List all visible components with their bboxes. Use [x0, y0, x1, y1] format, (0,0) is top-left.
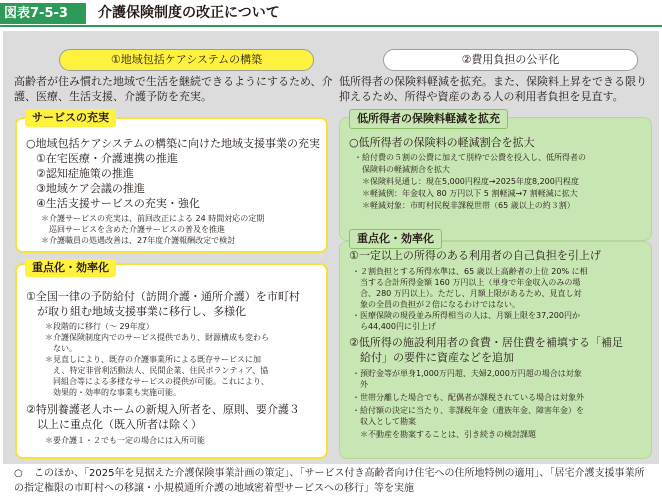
- focus-right-line: 外: [352, 380, 368, 389]
- content-panel: [3, 31, 659, 464]
- service-enhancement-box: [15, 117, 328, 253]
- focus-left-note: 同組合等による多様なサービスの提供が可能。これにより、: [45, 377, 269, 386]
- focus-left-note: え、特定非営利活動法人、民間企業、住民ボランティア、協: [45, 366, 269, 375]
- footer-text: このほか、「2025年を見据えた介護保険事業計画の策定」、「サービス付き高齢者向け住宅への住所地特例の適用」、「居宅介護支援事業所の指定権限の市町村への移譲・小規模通所介護の地域密着型サービスへの移行」等を実施: [14, 468, 645, 494]
- focus-right-line: ・医療保険の現役並み所得相当の人は、月額上限を37,200円か: [352, 311, 580, 320]
- focus-left-note: 効果的・効率的な事業も実施可能。: [45, 388, 181, 397]
- service-item-4: ④生活支援サービスの充実・強化: [36, 197, 200, 210]
- focus-right-line: 合、280 万円以上）。ただし、月額上限があるため、見直し対: [352, 289, 582, 298]
- focus-right-line: ・給付額の決定に当たり、非課税年金（遺族年金、障害年金）を: [352, 406, 584, 415]
- focus-efficiency-box-right: [339, 241, 652, 459]
- reduce-line: ＊軽減対象：市町村民税非課税世帯（65 歳以上の約３割）: [354, 201, 575, 210]
- figure-header: [0, 0, 662, 27]
- footer-bullet: ○: [14, 468, 23, 479]
- service-item-1: ①在宅医療・介護連携の推進: [36, 152, 178, 165]
- reduce-line: ＊保険料見通し：現在5,000円程度→2025年度8,200円程度: [354, 177, 579, 186]
- section-pill-community-care: ①地域包括ケアシステムの構築: [59, 49, 314, 71]
- focus-left-note: ＊見直しにより、既存の介護事業所による既存サービスに加: [45, 355, 261, 364]
- focus-efficiency-tag-left: 重点化・効率化: [25, 259, 116, 277]
- focus-left-item2-line2: 以上に重点化（既入所者は除く）: [26, 418, 202, 431]
- focus-right-line: ＊不動産を勘案することは、引き続きの検討課題: [352, 430, 536, 439]
- reduce-heading: ○低所得者の保険料の軽減割合を拡大: [349, 136, 535, 149]
- service-note: ＊介護サービスの充実は、前回改正による 24 時間対応の定期: [41, 214, 265, 223]
- footer-note: [14, 466, 654, 496]
- service-item-2: ②認知症施策の推進: [36, 167, 134, 180]
- focus-left-note: ＊要介護１・２でも一定の場合には入所可能: [45, 436, 205, 445]
- focus-left-item1-line1: ①全国一律の予防給付（訪問介護・通所介護）を市町村: [26, 290, 300, 303]
- focus-left-note: ない。: [45, 344, 77, 353]
- premium-reduction-tag: 低所得者の保険料軽減を拡充: [349, 109, 508, 129]
- focus-right-line: ・２割負担とする所得水準は、65 歳以上高齢者の上位 20% に相: [352, 267, 588, 276]
- focus-left-note: ＊段階的に移行（〜 29年度）: [45, 322, 154, 331]
- focus-left-note: ＊介護保険制度内でのサービス提供であり、財源構成も変わら: [45, 333, 269, 342]
- service-heading: ○地域包括ケアシステムの構築に向けた地域支援事業の充実: [26, 137, 321, 150]
- focus-right-heading2-line2: 給付」の要件に資産などを追加: [349, 351, 514, 364]
- reduce-line: 保険料の軽減割合を拡大: [354, 165, 450, 174]
- focus-left-item2-line1: ②特別養護老人ホームの新規入所者を、原則、要介護３: [26, 403, 300, 416]
- focus-right-heading2-line1: ②低所得の施設利用者の食費・居住費を補填する「補足: [349, 336, 623, 349]
- service-note: ＊介護職員の処遇改善は、27年度介護報酬改定で検討: [41, 236, 236, 245]
- focus-left-item1-line2: が取り組む地域支援事業に移行し、多様化: [26, 305, 246, 318]
- intro-community-care: 高齢者が住み慣れた地域で生活を継続できるようにするため、介護、医療、生活支援、介護予防を充実。: [14, 75, 333, 103]
- section-pill-cost-fairness: ②費用負担の公平化: [383, 49, 638, 71]
- focus-right-line: 収入として勘案: [352, 417, 416, 426]
- focus-right-line: 当する合計所得金額 160 万円以上（単身で年金収入のみの場: [352, 278, 581, 287]
- focus-right-line: ・世帯分離した場合でも、配偶者が課税されている場合は対象外: [352, 393, 584, 402]
- figure-number: 図表7-5-3: [0, 3, 86, 24]
- focus-right-heading1: ①一定以上の所得のある利用者の自己負担を引上げ: [349, 249, 601, 262]
- focus-efficiency-tag-right: 重点化・効率化: [349, 229, 442, 249]
- intro-cost-fairness: 低所得者の保険料軽減を拡充。また、保険料上昇をできる限り抑えるため、所得や資産のある人の利用者負担を見直す。: [339, 75, 647, 103]
- premium-reduction-box: [339, 117, 652, 241]
- service-enhancement-tag: サービスの充実: [25, 109, 116, 127]
- service-note: 巡回サービスを含めた介護サービスの普及を推進: [41, 225, 225, 234]
- focus-right-line: ら44,400円に引上げ: [352, 322, 436, 331]
- focus-efficiency-box-left: [15, 263, 328, 459]
- reduce-line: ＊軽減例：年金収入 80 万円以下 5 割軽減→7 割軽減に拡大: [354, 189, 578, 198]
- reduce-line: ・給付費の５割の公費に加えて別枠で公費を投入し、低所得者の: [354, 153, 586, 162]
- focus-right-line: ・預貯金等が単身1,000万円超、夫婦2,000万円超の場合は対象: [352, 369, 582, 378]
- service-item-3: ③地域ケア会議の推進: [36, 182, 145, 195]
- figure-title: 介護保険制度の改正について: [98, 5, 280, 21]
- focus-right-line: 象の全員の負担が２倍になるわけではない。: [352, 300, 520, 309]
